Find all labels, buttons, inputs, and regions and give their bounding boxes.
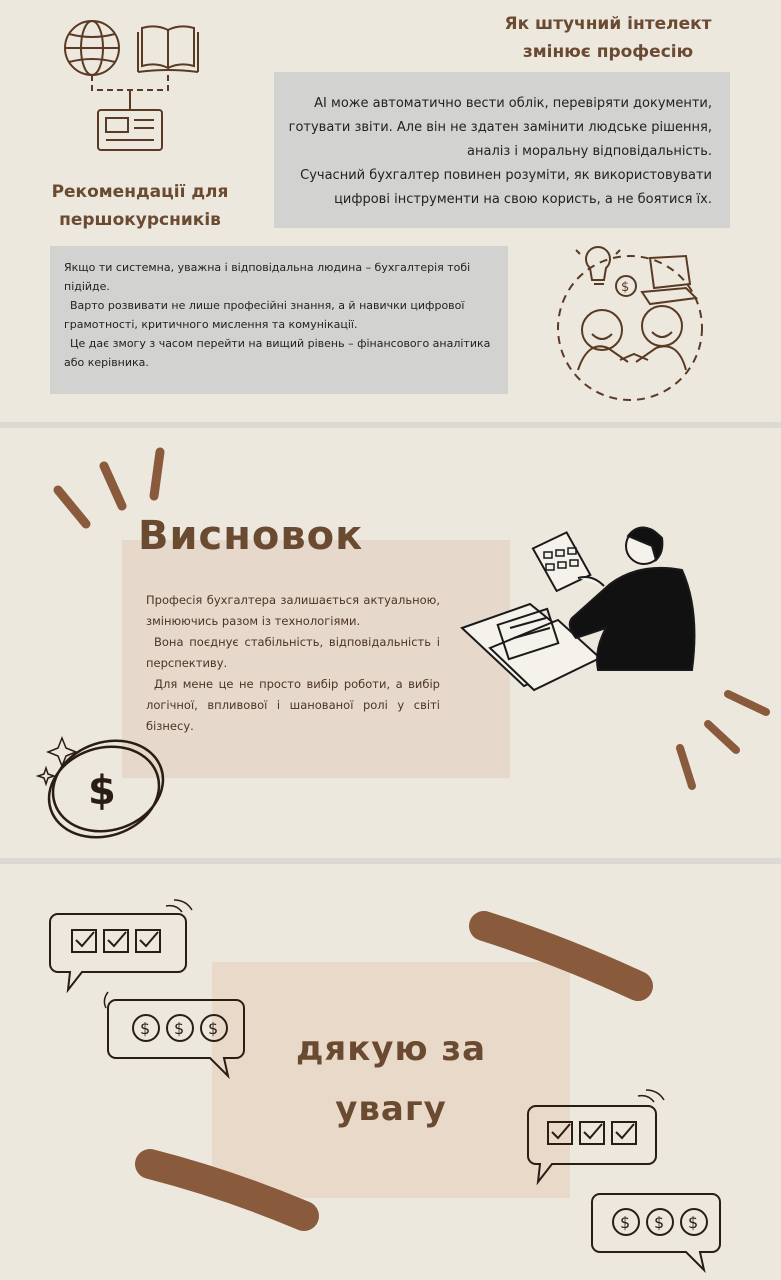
rec-heading-line2: першокурсників [59,210,221,230]
slide-thanks [0,864,781,1280]
svg-text:$: $ [688,1213,699,1232]
ai-text-line: цифрові інструменти на свою користь, а не боятися їх. [334,192,712,207]
brush-stroke [470,910,670,1020]
brush-stroke [138,1144,338,1254]
svg-text:$: $ [208,1019,219,1038]
svg-text:$: $ [620,1213,631,1232]
conclusion-paragraph: Професія бухгалтера залишається актуальною, змінюючись разом із технологіями. [146,593,440,628]
lightbulb-icon [576,247,620,284]
ai-text-line: Сучасний бухгалтер повинен розуміти, як використовувати [300,168,712,183]
document-icon [98,110,162,150]
ai-text-box [274,72,730,228]
conclusion-paragraph: Для мене це не просто вибір роботи, а вибір логічної, впливової і шанованої ролі у світі бізнесу. [146,677,440,733]
svg-text:$: $ [174,1019,185,1038]
rec-paragraph: Варто розвивати не лише професійні знання, а й навички цифрової грамотності, критичного мислення та комунікації. [64,299,465,331]
globe-book-document-icon [60,18,220,178]
svg-text:$: $ [621,280,630,295]
decorative-strokes [668,684,778,794]
conclusion-text-box [122,540,510,778]
svg-text:$: $ [88,768,116,814]
dollar-bubble-icon [588,1186,738,1280]
thanks-line2: увагу [335,1089,447,1129]
ai-heading-line2: змінює професію [522,42,694,62]
checklist-bubble-icon [48,900,198,1000]
recommendations-text-box [50,246,508,394]
ai-text-line: готувати звіти. Але він не здатен замінити людське рішення, [288,120,712,135]
ai-heading-line1: Як штучний інтелект [504,14,712,34]
slide-conclusion [0,428,781,858]
slide-ai-recommendations [0,0,781,422]
people-handshake-icon [550,240,720,410]
conclusion-paragraph: Вона поєднує стабільність, відповідальність і перспективу. [146,635,440,670]
checklist-bubble-icon [526,1092,676,1192]
dollar-bubble-icon [104,992,254,1092]
svg-text:$: $ [654,1213,665,1232]
recommendations-heading [40,178,240,234]
book-icon [138,26,198,72]
ai-heading [493,10,723,66]
person-accountant-icon [460,524,710,704]
ai-text-line: AI може автоматично вести облік, перевіряти документи, [314,96,712,111]
globe-icon [65,21,119,75]
thanks-line1: дякую за [295,1029,487,1069]
svg-text:$: $ [140,1019,151,1038]
rec-paragraph: Якщо ти системна, уважна і відповідальна людина – бухгалтерія тобі підійде. [64,261,471,293]
rec-paragraph: Це дає змогу з часом перейти на вищий рівень – фінансового аналітика або керівника. [64,337,491,369]
laptop-icon [642,256,696,304]
rec-heading-line1: Рекомендації для [51,182,229,202]
ai-text-line: аналіз і моральну відповідальність. [467,144,712,159]
conclusion-title: Висновок [138,513,364,559]
coin-dollar-icon [38,714,168,844]
